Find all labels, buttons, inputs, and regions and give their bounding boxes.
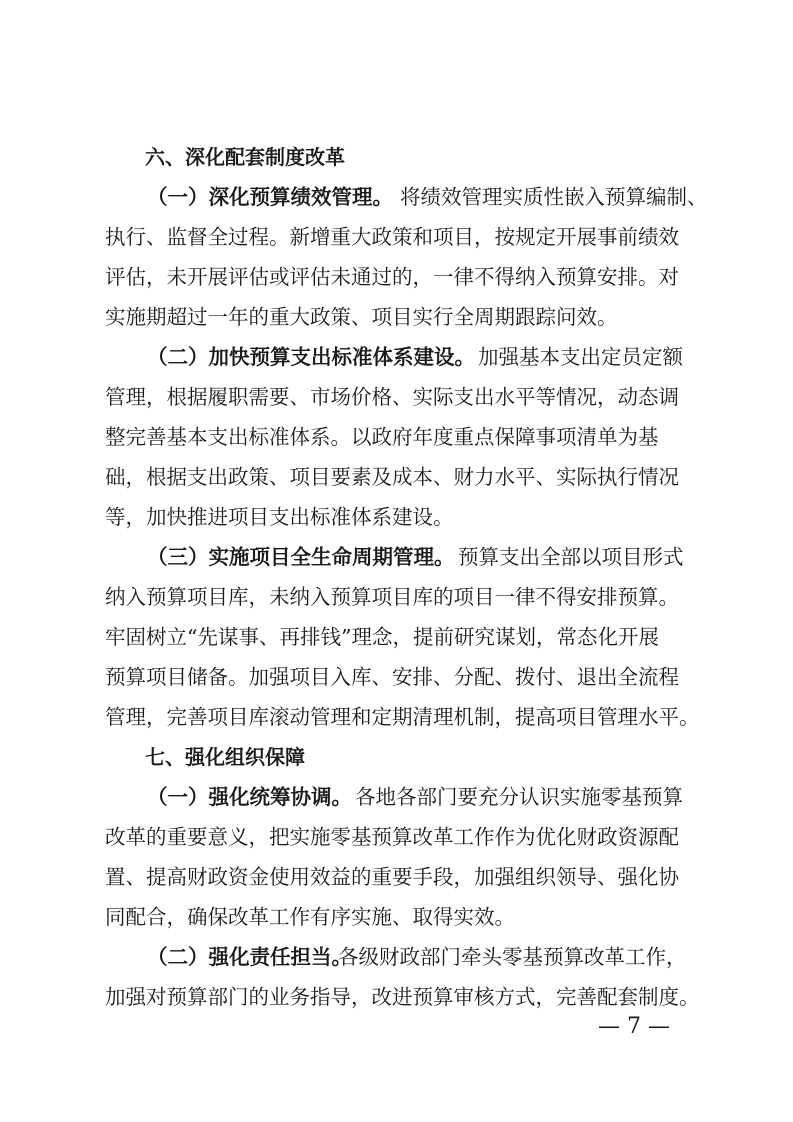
- paragraph-text: 础，根据支出政策、项目要素及成本、财力水平、实际执行情况: [105, 465, 679, 489]
- subsection-title: （二）强化责任担当。: [147, 945, 352, 969]
- paragraph-line: [0, 897, 793, 937]
- paragraph-line: [0, 697, 793, 737]
- paragraph-line: [0, 417, 793, 457]
- paragraph-text: 改革的重要意义，把实施零基预算改革工作作为优化财政资源配: [105, 825, 679, 849]
- paragraph-line: [0, 537, 793, 577]
- paragraph-text: 执行、监督全过程。新增重大政策和项目，按规定开展事前绩效: [105, 225, 679, 249]
- paragraph-text: 各级财政部门牵头零基预算改革工作，: [338, 945, 687, 969]
- paragraph-text: 管理，根据履职需要、市场价格、实际支出水平等情况，动态调: [105, 385, 679, 409]
- paragraph-line: [0, 577, 793, 617]
- paragraph-line: [0, 937, 793, 977]
- paragraph-line: [0, 777, 793, 817]
- section-heading-7: [0, 737, 793, 777]
- paragraph-line: [0, 177, 793, 217]
- paragraph-text: 纳入预算项目库，未纳入预算项目库的项目一律不得安排预算。: [105, 585, 679, 609]
- paragraph-line: [0, 257, 793, 297]
- section-heading-6-text: 六、深化配套制度改革: [145, 145, 345, 169]
- subsection-title: （一）强化统筹协调。: [147, 785, 352, 809]
- paragraph-text: 将绩效管理实质性嵌入预算编制、: [400, 185, 708, 209]
- paragraph-line: [0, 857, 793, 897]
- paragraph-text: 各地各部门要充分认识实施零基预算: [355, 785, 683, 809]
- paragraph-text: 同配合，确保改革工作有序实施、取得实效。: [105, 905, 515, 929]
- paragraph-line: [0, 817, 793, 857]
- paragraph-text: 牢固树立“先谋事、再排钱”理念，提前研究谋划，常态化开展: [105, 625, 659, 649]
- paragraph-text: 加强对预算部门的业务指导，改进预算审核方式，完善配套制度。: [105, 985, 700, 1009]
- paragraph-line: [0, 497, 793, 537]
- section-heading-7-text: 七、强化组织保障: [145, 745, 305, 769]
- paragraph-text: 评估，未开展评估或评估未通过的，一律不得纳入预算安排。对: [105, 265, 679, 289]
- paragraph-text: 预算项目储备。加强项目入库、安排、分配、拨付、退出全流程: [105, 665, 679, 689]
- paragraph-line: [0, 297, 793, 337]
- paragraph-line: [0, 617, 793, 657]
- subsection-title: （一）深化预算绩效管理。: [147, 185, 393, 209]
- subsection-title: （三）实施项目全生命周期管理。: [147, 545, 455, 569]
- paragraph-line: [0, 457, 793, 497]
- paragraph-text: 置、提高财政资金使用效益的重要手段，加强组织领导、强化协: [105, 865, 679, 889]
- page-number: — 7 —: [598, 1014, 670, 1039]
- paragraph-text: 实施期超过一年的重大政策、项目实行全周期跟踪问效。: [105, 305, 618, 329]
- paragraph-line: [0, 217, 793, 257]
- paragraph-text: 整完善基本支出标准体系。以政府年度重点保障事项清单为基: [105, 425, 659, 449]
- paragraph-text: 等，加快推进项目支出标准体系建设。: [105, 505, 454, 529]
- paragraph-line: [0, 377, 793, 417]
- paragraph-text: 管理，完善项目库滚动管理和定期清理机制，提高项目管理水平。: [105, 705, 700, 729]
- paragraph-line: [0, 657, 793, 697]
- paragraph-line: [0, 337, 793, 377]
- subsection-title: （二）加快预算支出标准体系建设。: [147, 345, 475, 369]
- section-heading-6: [0, 137, 793, 177]
- paragraph-text: 加强基本支出定员定额: [478, 345, 683, 369]
- paragraph-text: 预算支出全部以项目形式: [458, 545, 684, 569]
